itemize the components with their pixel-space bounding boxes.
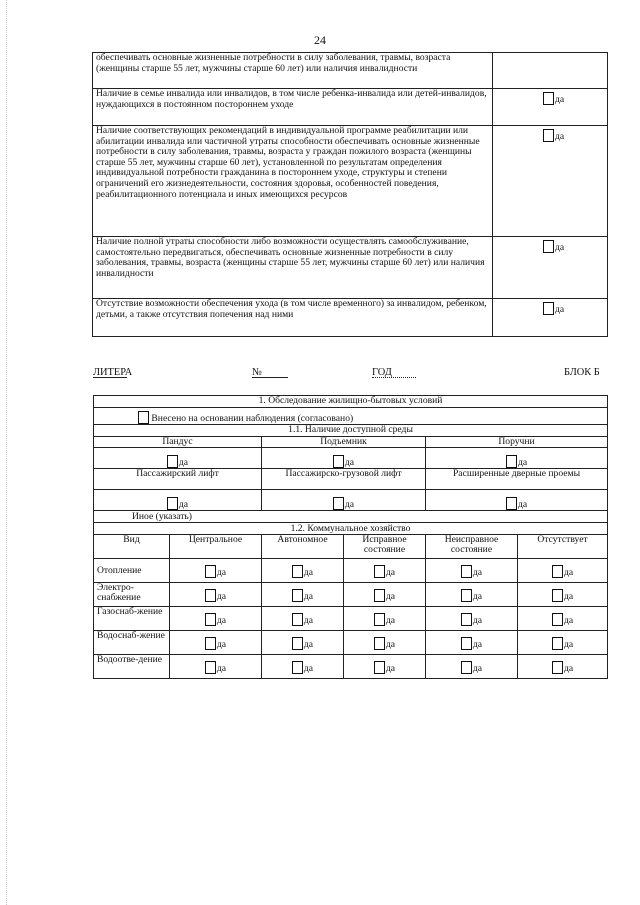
year-input[interactable] [372, 367, 416, 378]
utility-label: Электро-снабжение [94, 583, 170, 607]
yes-label: да [555, 94, 565, 105]
ramp-checkbox-cell: да [94, 448, 262, 469]
working-checkbox[interactable] [374, 613, 385, 626]
passenger-elevator-label: Пассажирский лифт [94, 469, 262, 490]
utilities-header-central: Центральное [170, 535, 262, 559]
handrails-label: Поручни [426, 437, 608, 448]
lift-checkbox[interactable] [333, 455, 344, 468]
absent-checkbox[interactable] [552, 637, 563, 650]
wide-doorways-checkbox[interactable] [506, 497, 517, 510]
ramp-checkbox[interactable] [167, 455, 178, 468]
autonomous-checkbox[interactable] [292, 637, 303, 650]
lift-checkbox-cell: да [262, 448, 426, 469]
freight-elevator-checkbox[interactable] [333, 497, 344, 510]
criteria-row [93, 237, 608, 299]
faulty-checkbox[interactable] [461, 613, 472, 626]
number-input[interactable] [252, 367, 288, 378]
yes-label: да [555, 131, 565, 142]
litera-input[interactable] [93, 367, 127, 378]
yes-checkbox[interactable] [543, 129, 554, 142]
section-title: 1. Обследование жилищно-бытовых условий [94, 396, 608, 408]
absent-checkbox[interactable] [552, 613, 563, 626]
criteria-row [93, 126, 608, 237]
lift-label: Подъемник [262, 437, 426, 448]
utility-row-gas: Газоснаб-жение да да да да да [94, 607, 608, 631]
yes-checkbox[interactable] [543, 302, 554, 315]
margin-dotted-line [6, 0, 8, 905]
criteria-text: Наличие в семье инвалида или инвалидов, в том числе ребенка-инвалида или детей-инвалидов, нуждающихся в постоянном постороннем уходе [93, 89, 493, 126]
working-checkbox[interactable] [374, 637, 385, 650]
absent-checkbox[interactable] [552, 589, 563, 602]
central-checkbox[interactable] [205, 613, 216, 626]
wide-doorways-checkbox-cell: да [426, 490, 608, 511]
utilities-title: 1.2. Коммунальное хозяйство [94, 523, 608, 535]
utilities-header-working: Исправное состояние [344, 535, 426, 559]
freight-elevator-label: Пассажирско-грузовой лифт [262, 469, 426, 490]
utility-label: Водоснаб-жение [94, 631, 170, 655]
absent-checkbox[interactable] [552, 661, 563, 674]
utility-row-electricity: Электро-снабжение да да да да да [94, 583, 608, 607]
criteria-text: обеспечивать основные жизненные потребности в силу заболевания, травмы, возраста (женщины старше 55 лет, мужчины старше 60 лет) или наличия инвалидности [93, 53, 493, 89]
central-checkbox[interactable] [205, 589, 216, 602]
central-checkbox[interactable] [205, 565, 216, 578]
living-conditions-table [93, 395, 608, 679]
yes-label: да [555, 304, 565, 315]
freight-elevator-checkbox-cell: да [262, 490, 426, 511]
criteria-text: Отсутствие возможности обеспечения ухода (в том числе временного) за инвалидом, ребенком, детьми, а также отсутствия попечения над ними [93, 299, 493, 337]
other-specify-row[interactable] [94, 511, 608, 523]
utilities-header-absent: Отсутствует [518, 535, 608, 559]
utility-row-heating: Отопление да да да да да [94, 559, 608, 583]
working-checkbox[interactable] [374, 565, 385, 578]
yes-label: да [555, 242, 565, 253]
block-label: БЛОК Б [564, 367, 600, 378]
central-checkbox[interactable] [205, 637, 216, 650]
criteria-table [92, 52, 608, 337]
passenger-elevator-checkbox-cell: да [94, 490, 262, 511]
faulty-checkbox[interactable] [461, 565, 472, 578]
faulty-checkbox[interactable] [461, 661, 472, 674]
utilities-header-autonomous: Автономное [262, 535, 344, 559]
autonomous-checkbox[interactable] [292, 613, 303, 626]
criteria-row [93, 53, 608, 89]
working-checkbox[interactable] [374, 661, 385, 674]
working-checkbox[interactable] [374, 589, 385, 602]
criteria-row [93, 89, 608, 126]
utilities-header-type: Вид [94, 535, 170, 559]
utility-label: Газоснаб-жение [94, 607, 170, 631]
observation-basis-label: Внесено на основании наблюдения (согласовано) [151, 412, 354, 424]
wide-doorways-label: Расширенные дверные проемы [426, 469, 608, 490]
page-number: 24 [314, 33, 326, 47]
criteria-checkbox-cell [493, 237, 608, 299]
ramp-label: Пандус [94, 437, 262, 448]
criteria-checkbox-cell [493, 299, 608, 337]
criteria-checkbox-cell [493, 53, 608, 89]
utility-row-drainage: Водоотве-дение да да да да да [94, 655, 608, 679]
criteria-text: Наличие соответствующих рекомендаций в индивидуальной программе реабилитации или абилитации инвалида или частичной утраты способности обеспечивать основные жизненные потребности в силу заболевания, травмы, возраста у граждан пожилого возраста (женщины старше 55 лет, мужчины старше 60 лет), установленной по результатам определения индивидуальной потребности гражданина в постороннем уходе, структуры и степени ограничений его жизнедеятельности, состояния здоровья, особенностей поведения, реабилитационного потенциала и иных имеющихся ресурсов [93, 126, 493, 237]
utility-row-water: Водоснаб-жение да да да да да [94, 631, 608, 655]
utility-label: Водоотве-дение [94, 655, 170, 679]
faulty-checkbox[interactable] [461, 589, 472, 602]
accessible-env-title: 1.1. Наличие доступной среды [94, 425, 608, 437]
autonomous-checkbox[interactable] [292, 661, 303, 674]
criteria-row [93, 299, 608, 337]
criteria-checkbox-cell [493, 89, 608, 126]
autonomous-checkbox[interactable] [292, 589, 303, 602]
handrails-checkbox[interactable] [506, 455, 517, 468]
observation-basis-row [94, 408, 608, 425]
absent-checkbox[interactable] [552, 565, 563, 578]
central-checkbox[interactable] [205, 661, 216, 674]
faulty-checkbox[interactable] [461, 637, 472, 650]
utility-label: Отопление [94, 559, 170, 583]
observation-checkbox[interactable] [138, 411, 149, 424]
utilities-header-faulty: Неисправное состояние [426, 535, 518, 559]
passenger-elevator-checkbox[interactable] [167, 497, 178, 510]
autonomous-checkbox[interactable] [292, 565, 303, 578]
yes-checkbox[interactable] [543, 240, 554, 253]
other-specify-label: Иное (указать) [132, 510, 192, 522]
handrails-checkbox-cell: да [426, 448, 608, 469]
litera-line: ЛИТЕРА № ГОД БЛОК Б [93, 367, 600, 378]
yes-checkbox[interactable] [543, 92, 554, 105]
criteria-checkbox-cell [493, 126, 608, 237]
criteria-text: Наличие полной утраты способности либо возможности осуществлять самообслуживание, самостоятельно передвигаться, обеспечивать основные жизненные потребности в силу заболевания, травмы, возраста (женщины старше 55 лет, мужчины старше 60 лет) или наличия инвалидности [93, 237, 493, 299]
